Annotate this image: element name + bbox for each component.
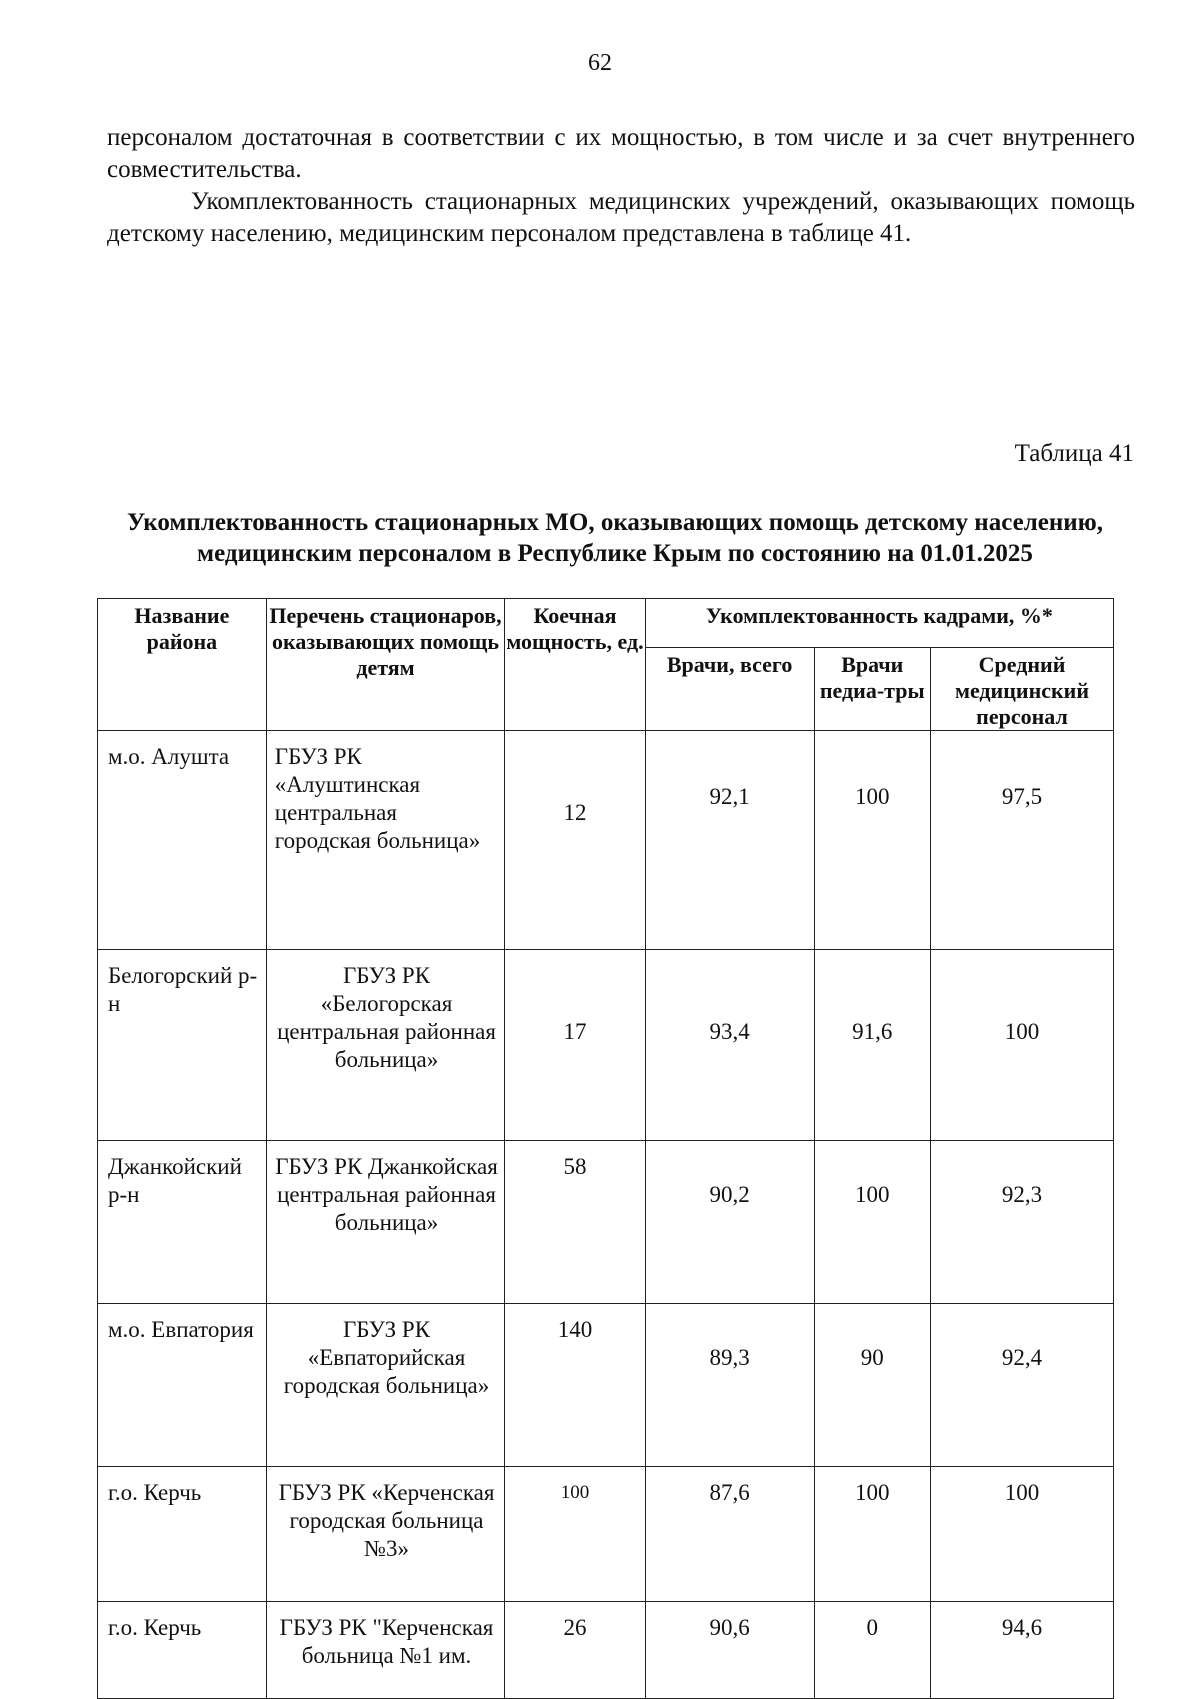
cell-beds: 17: [505, 950, 645, 1141]
cell-district: Белогорский р-н: [98, 950, 267, 1141]
table-row: [98, 1304, 1114, 1467]
cell-nurses: 100: [931, 950, 1114, 1141]
cell-district: Джанкойский р-н: [98, 1141, 267, 1304]
staffing-table: [97, 598, 1114, 1699]
table-row: [98, 1602, 1114, 1699]
cell-hospital: ГБУЗ РК «Евпаторийская городская больница»: [266, 1304, 504, 1467]
cell-nurses: 100: [931, 1467, 1114, 1602]
page-number: 62: [588, 50, 612, 76]
table-row: [98, 731, 1114, 950]
cell-doctors-total: 87,6: [645, 1467, 814, 1602]
cell-nurses: 92,3: [931, 1141, 1114, 1304]
cell-district: г.о. Керчь: [98, 1602, 267, 1699]
cell-beds: 12: [505, 731, 645, 950]
cell-beds: 26: [505, 1602, 645, 1699]
table-header-row: [98, 599, 1114, 648]
table-label: Таблица 41: [1014, 440, 1134, 467]
cell-district: м.о. Евпатория: [98, 1304, 267, 1467]
header-district: Название района: [98, 599, 267, 731]
header-doctors-total: Врачи, всего: [645, 648, 814, 731]
cell-beds: 140: [505, 1304, 645, 1467]
table-caption: Укомплектованность стационарных МО, оказывающих помощь детскому населению, медицинским персоналом в Республике Крым по состоянию на 01.01.2025: [126, 509, 1103, 567]
cell-doctors-total: 89,3: [645, 1304, 814, 1467]
cell-doctors-total: 92,1: [645, 731, 814, 950]
cell-beds: 100: [505, 1467, 645, 1602]
body-paragraph-2: Укомплектованность стационарных медицинских учреждений, оказывающих помощь детскому населению, медицинским персоналом представлена в таблице 41.: [107, 188, 1135, 247]
cell-hospital: ГБУЗ РК «Керченская городская больница №3»: [266, 1467, 504, 1602]
cell-beds: 58: [505, 1141, 645, 1304]
cell-hospital: ГБУЗ РК «Алуштинская центральная городская больница»: [266, 731, 504, 950]
cell-doctors-total: 90,2: [645, 1141, 814, 1304]
cell-hospital: ГБУЗ РК Джанкойская центральная районная больница»: [266, 1141, 504, 1304]
table-row: [98, 1467, 1114, 1602]
header-staffing: Укомплектованность кадрами, %*: [645, 599, 1113, 648]
cell-pediatricians: 90: [814, 1304, 931, 1467]
header-hospitals: Перечень стационаров, оказывающих помощь детям: [266, 599, 504, 731]
cell-doctors-total: 93,4: [645, 950, 814, 1141]
table-row: [98, 950, 1114, 1141]
cell-doctors-total: 90,6: [645, 1602, 814, 1699]
header-beds: Коечная мощность, ед.: [505, 599, 645, 731]
cell-nurses: 92,4: [931, 1304, 1114, 1467]
header-pediatricians: Врачи педиа-тры: [814, 648, 931, 731]
cell-pediatricians: 100: [814, 1467, 931, 1602]
cell-district: м.о. Алушта: [98, 731, 267, 950]
cell-nurses: 94,6: [931, 1602, 1114, 1699]
table-row: [98, 1141, 1114, 1304]
cell-district: г.о. Керчь: [98, 1467, 267, 1602]
cell-pediatricians: 91,6: [814, 950, 931, 1141]
cell-pediatricians: 0: [814, 1602, 931, 1699]
cell-pediatricians: 100: [814, 731, 931, 950]
cell-nurses: 97,5: [931, 731, 1114, 950]
header-nurses: Средний медицинский персонал: [931, 648, 1114, 731]
cell-hospital: ГБУЗ РК "Керченская больница №1 им.: [266, 1602, 504, 1699]
cell-pediatricians: 100: [814, 1141, 931, 1304]
cell-hospital: ГБУЗ РК «Белогорская центральная районная больница»: [266, 950, 504, 1141]
body-paragraph-1: персоналом достаточная в соответствии с их мощностью, в том числе и за счет внутреннего совместительства.: [107, 124, 1135, 183]
